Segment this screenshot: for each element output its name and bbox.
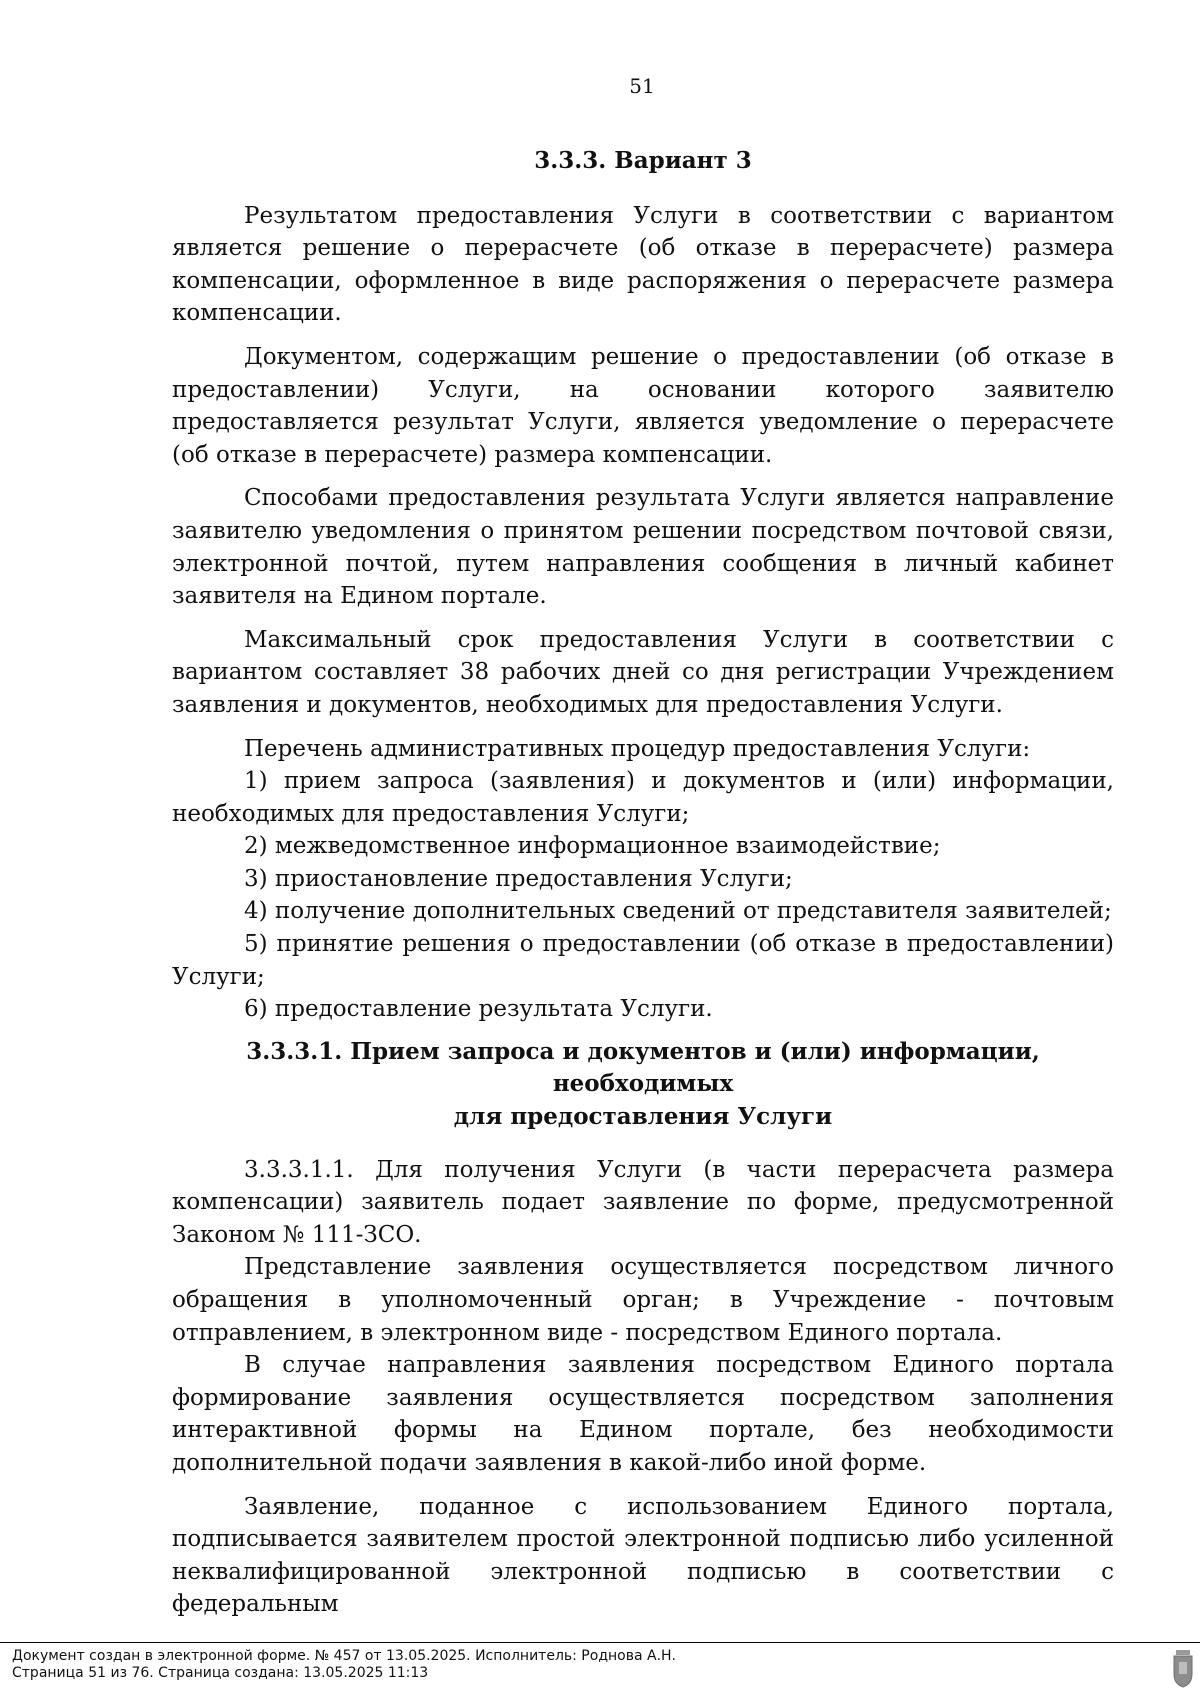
paragraph: Представление заявления осуществляется посредством личного обращения в уполномоченный орган; в Учреждение - почтовым отправлением, в электронном виде - посредством Единого портала. <box>172 1254 1114 1346</box>
paragraph: Результатом предоставления Услуги в соответствии с вариантом является решение о перерасчете (об отказе в перерасчете) размера компенсации, оформленное в виде распоряжения о перерасчете размера компенсации. <box>172 202 1114 327</box>
document-body <box>172 145 1114 1621</box>
page-number: 51 <box>629 74 655 98</box>
procedure-item: 6) предоставление результата Услуги. <box>244 996 713 1023</box>
subsection-heading-line1: 3.3.3.1. Прием запроса и документов и (или) информации, необходимых <box>246 1037 1040 1098</box>
procedure-item: 5) принятие решения о предоставлении (об отказе в предоставлении) Услуги; <box>172 931 1114 990</box>
subsection-heading-line2: для предоставления Услуги <box>453 1103 833 1131</box>
paragraph: Максимальный срок предоставления Услуги в соответствии с вариантом составляет 38 рабочих дней со дня регистрации Учреждением заявления и документов, необходимых для предоставления Услуги. <box>172 626 1114 718</box>
footer-line-1: Документ создан в электронной форме. № 457 от 13.05.2025. Исполнитель: Роднова А.Н. <box>12 1648 677 1664</box>
procedure-item: 1) прием запроса (заявления) и документов и (или) информации, необходимых для предоставления Услуги; <box>172 768 1114 827</box>
procedure-item: 3) приостановление предоставления Услуги; <box>244 865 793 892</box>
section-heading: 3.3.3. Вариант 3 <box>534 147 752 174</box>
paragraph: 3.3.3.1.1. Для получения Услуги (в части перерасчета размера компенсации) заявитель подает заявление по форме, предусмотренной Законом № 111-ЗСО. <box>172 1156 1114 1248</box>
paragraph: Заявление, поданное с использованием Единого портала, подписывается заявителем простой электронной подписью либо усиленной неквалифицированной электронной подписью в соответствии с федеральным <box>172 1493 1114 1618</box>
procedures-intro: Перечень административных процедур предоставления Услуги: <box>244 735 1031 762</box>
footer-line-2: Страница 51 из 76. Страница создана: 13.05.2025 11:13 <box>12 1665 429 1681</box>
subsection-heading <box>172 1036 1114 1134</box>
paragraph: Способами предоставления результата Услуги является направление заявителю уведомления о принятом решении посредством почтовой связи, электронной почтой, путем направления сообщения в личный кабинет заявителя на Едином портале. <box>172 485 1114 610</box>
procedure-item: 4) получение дополнительных сведений от представителя заявителей; <box>244 898 1112 925</box>
paragraph: Документом, содержащим решение о предоставлении (об отказе в предоставлении) Услуги, на основании которого заявителю предоставляется результат Услуги, является уведомление о перерасчете (об отказе в перерасчете) размера компенсации. <box>172 343 1114 468</box>
document-footer <box>0 1642 1200 1681</box>
coat-of-arms-icon <box>1172 1650 1194 1692</box>
procedure-item: 2) межведомственное информационное взаимодействие; <box>244 833 941 860</box>
footer-text <box>12 1648 676 1682</box>
paragraph: В случае направления заявления посредством Единого портала формирование заявления осуществляется посредством заполнения интерактивной формы на Едином портале, без необходимости дополнительной подачи заявления в какой-либо иной форме. <box>172 1352 1114 1476</box>
